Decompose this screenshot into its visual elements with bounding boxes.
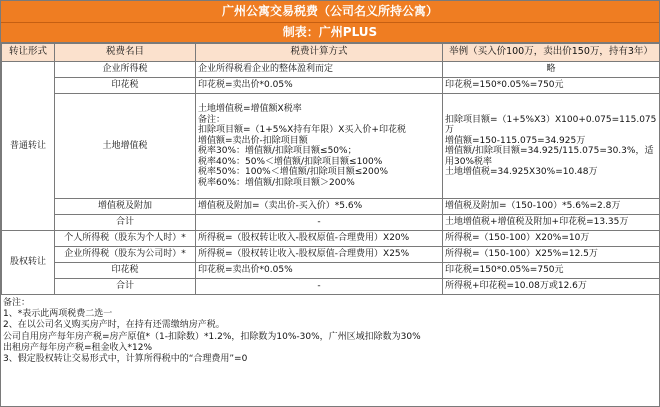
method-cell — [196, 94, 443, 199]
method-line: 印花税=卖出价*0.05% — [198, 80, 293, 91]
example-line: 印花税=150*0.05%=750元 — [445, 80, 564, 91]
header-method: 税费计算方式 — [196, 44, 443, 62]
item-cell: 合计 — [55, 215, 196, 231]
example-line: 所得税=（150-100）X25%=12.5万 — [445, 249, 598, 260]
method-line: 增值税及附加=（卖出价-买入价）*5.6% — [198, 201, 363, 212]
example-line: 土地增值税+增值税及附加+印花税=13.35万 — [445, 217, 629, 228]
item-cell: 土地增值税 — [55, 94, 196, 199]
example-line: 增值税及附加=（150-100）*5.6%=2.8万 — [445, 201, 621, 212]
table-row — [2, 94, 660, 199]
item-cell: 增值税及附加 — [55, 199, 196, 215]
example-line: 所得税+印花税=10.08万或12.6万 — [445, 281, 587, 292]
table-row — [2, 62, 660, 78]
example-cell — [443, 231, 660, 247]
note-line: 3、假定股权转让交易形式中，计算所得税中的“合理费用”=0 — [3, 354, 248, 365]
method-line: 税率60%：增值额/扣除项目额＞200% — [198, 177, 355, 188]
method-line: - — [317, 217, 321, 228]
example-cell — [443, 279, 660, 295]
method-line: 印花税=卖出价*0.05% — [198, 265, 293, 276]
example-cell — [443, 263, 660, 279]
header-item: 税费名目 — [55, 44, 196, 62]
table-header-row — [2, 44, 660, 62]
example-line: 略 — [546, 64, 556, 75]
method-cell — [196, 199, 443, 215]
method-line: - — [317, 281, 321, 292]
method-cell — [196, 78, 443, 94]
note-line: 1、*表示此两项税费二选一 — [3, 309, 113, 320]
sheet-subtitle: 制表：广州PLUS — [1, 23, 659, 43]
method-line: 增值额=卖出价-扣除项目额 — [198, 135, 308, 146]
table-row — [2, 78, 660, 94]
sheet-title: 广州公寓交易税费（公司名义所持公寓） — [1, 1, 659, 23]
example-line: 所得税=（150-100）X20%=10万 — [445, 233, 590, 244]
method-line: 土地增值税=增值额X税率 — [198, 104, 302, 114]
method-cell — [196, 279, 443, 295]
example-cell — [443, 247, 660, 263]
example-line: 印花税=150*0.05%=750元 — [445, 265, 564, 276]
method-cell — [196, 263, 443, 279]
header-example: 举例（买入价100万，卖出价150万，持有3年） — [443, 44, 660, 62]
method-line: 税率40%：50%＜增值额/扣除项目额≤100% — [198, 156, 383, 167]
method-line: 税率30%：增值额/扣除项目额≤50%； — [198, 146, 357, 156]
notes — [1, 295, 659, 365]
method-line: 扣除项目额=（1+5%X持有年限）X买入价+印花税 — [198, 125, 406, 135]
method-cell — [196, 215, 443, 231]
method-line: 所得税=（股权转让收入-股权原值-合理费用）X25% — [198, 249, 410, 260]
example-line: 增值额/扣除项目额=34.925/115.075=30.3%，适用30%税率 — [445, 146, 654, 167]
header-form: 转让形式 — [2, 44, 55, 62]
example-cell — [443, 78, 660, 94]
example-cell — [443, 199, 660, 215]
table-row — [2, 279, 660, 295]
item-cell: 企业所得税（股东为公司时）* — [55, 247, 196, 263]
item-cell: 合计 — [55, 279, 196, 295]
tax-table — [1, 43, 660, 295]
note-line: 备注： — [3, 298, 31, 308]
example-line: 土地增值税=34.925X30%=10.48万 — [445, 167, 598, 177]
method-line: 备注： — [198, 114, 226, 125]
example-cell — [443, 94, 660, 199]
item-cell: 个人所得税（股东为个人时）* — [55, 231, 196, 247]
item-cell: 印花税 — [55, 263, 196, 279]
form-cell-normal: 普通转让 — [2, 62, 55, 231]
item-cell: 企业所得税 — [55, 62, 196, 78]
table-row — [2, 263, 660, 279]
table-row — [2, 231, 660, 247]
table-row — [2, 215, 660, 231]
note-line: 2、在以公司名义购买房产时，在持有还需缴纳房产税。 — [3, 320, 225, 331]
example-line: 扣除项目额=（1+5%X3）X100+0.075=115.075万 — [445, 114, 657, 135]
example-cell — [443, 62, 660, 78]
method-cell — [196, 247, 443, 263]
table-row — [2, 199, 660, 215]
note-line: 公司自用房产每年房产税=房产原值*（1-扣除数）*1.2%，扣除数为10%-30%，广州区域扣除数为30% — [3, 331, 421, 342]
example-line: 增值额=150-115.075=34.925万 — [445, 135, 586, 146]
method-cell — [196, 62, 443, 78]
example-cell — [443, 215, 660, 231]
method-line: 税率50%：100%＜增值额/扣除项目额≤200% — [198, 167, 389, 177]
note-line: 出租房产每年房产税=租金收入*12% — [3, 342, 153, 353]
item-cell: 印花税 — [55, 78, 196, 94]
form-cell-equity: 股权转让 — [2, 231, 55, 295]
method-line: 所得税=（股权转让收入-股权原值-合理费用）X20% — [198, 233, 410, 244]
method-cell — [196, 231, 443, 247]
table-row — [2, 247, 660, 263]
method-line: 企业所得税看企业的整体盈利而定 — [198, 64, 334, 75]
